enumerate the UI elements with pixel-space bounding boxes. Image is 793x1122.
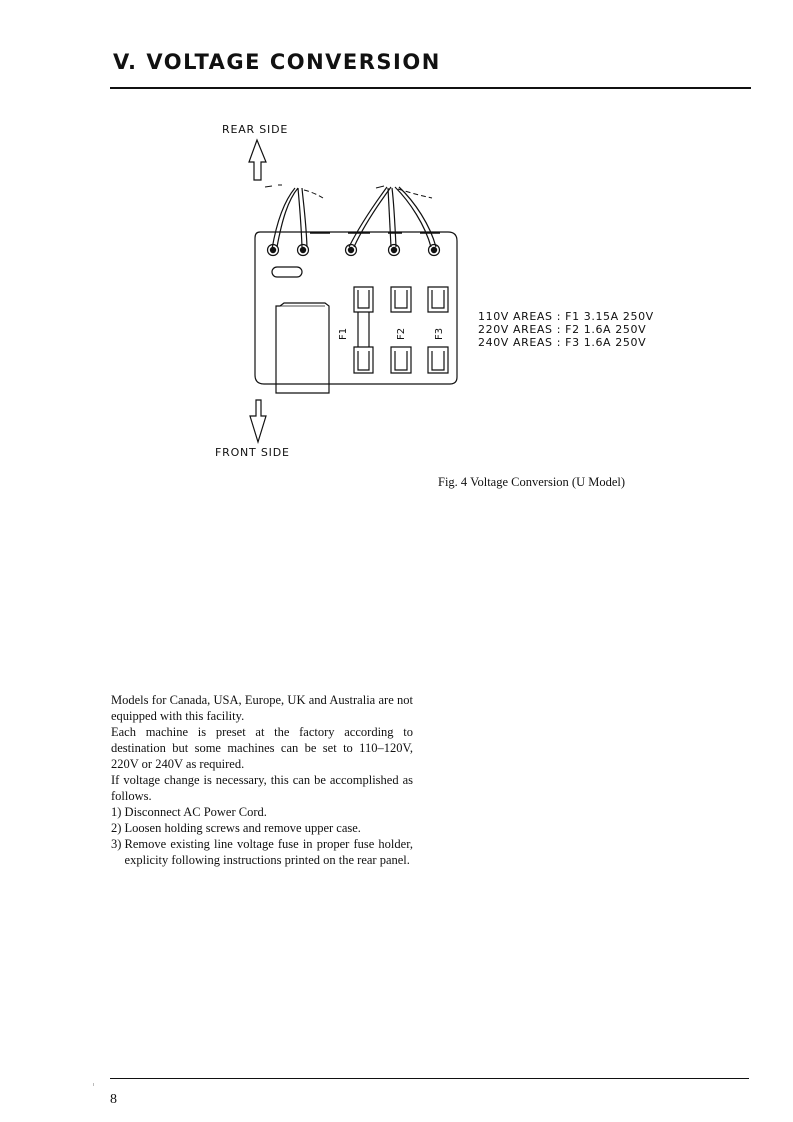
fuse-rating-220v: 220V AREAS : F2 1.6A 250V	[478, 323, 647, 336]
margin-mark	[93, 1083, 94, 1086]
circuit-board	[255, 232, 457, 384]
step-item	[111, 836, 413, 868]
footer-rule	[110, 1078, 749, 1079]
fuse-rating-240v: 240V AREAS : F3 1.6A 250V	[478, 336, 647, 349]
fuse-f1-holder	[354, 287, 373, 373]
page-title: V. VOLTAGE CONVERSION	[113, 50, 441, 74]
page-number: 8	[110, 1092, 117, 1107]
terminal-icons	[268, 245, 440, 256]
mounting-slot	[272, 267, 302, 277]
rear-arrow-icon	[249, 140, 266, 180]
front-arrow-icon	[250, 400, 266, 442]
paragraph: Each machine is preset at the factory according to destination but some machines can be set to 110–120V, 220V or 240V as required.	[111, 725, 413, 771]
step-number: 3)	[111, 837, 125, 851]
step-number: 2)	[111, 821, 125, 835]
voltage-selector-diagram	[230, 130, 470, 450]
fuse-rating-table	[478, 310, 654, 349]
step-text: Remove existing line voltage fuse in proper fuse holder, explicity following instructions printed on the rear panel.	[124, 837, 413, 867]
header-rule	[110, 87, 751, 89]
fuse-label-f1: F1	[338, 327, 349, 340]
step-text: Disconnect AC Power Cord.	[124, 805, 267, 819]
front-side-label: FRONT SIDE	[215, 446, 290, 459]
paragraph: If voltage change is necessary, this can be accomplished as follows.	[111, 773, 413, 803]
instructions-text	[111, 692, 413, 868]
step-text: Loosen holding screws and remove upper case.	[124, 821, 361, 835]
paragraph: Models for Canada, USA, Europe, UK and Australia are not equipped with this facility.	[111, 693, 413, 723]
step-item	[111, 804, 413, 820]
figure-caption: Fig. 4 Voltage Conversion (U Model)	[438, 475, 626, 489]
step-item	[111, 820, 413, 836]
fuse-rating-110v: 110V AREAS : F1 3.15A 250V	[478, 310, 654, 323]
fuse-label-f2: F2	[396, 327, 407, 340]
step-number: 1)	[111, 805, 125, 819]
rear-side-label: REAR SIDE	[222, 123, 289, 136]
transformer-block	[276, 303, 329, 393]
fuse-label-f3: F3	[434, 327, 445, 340]
